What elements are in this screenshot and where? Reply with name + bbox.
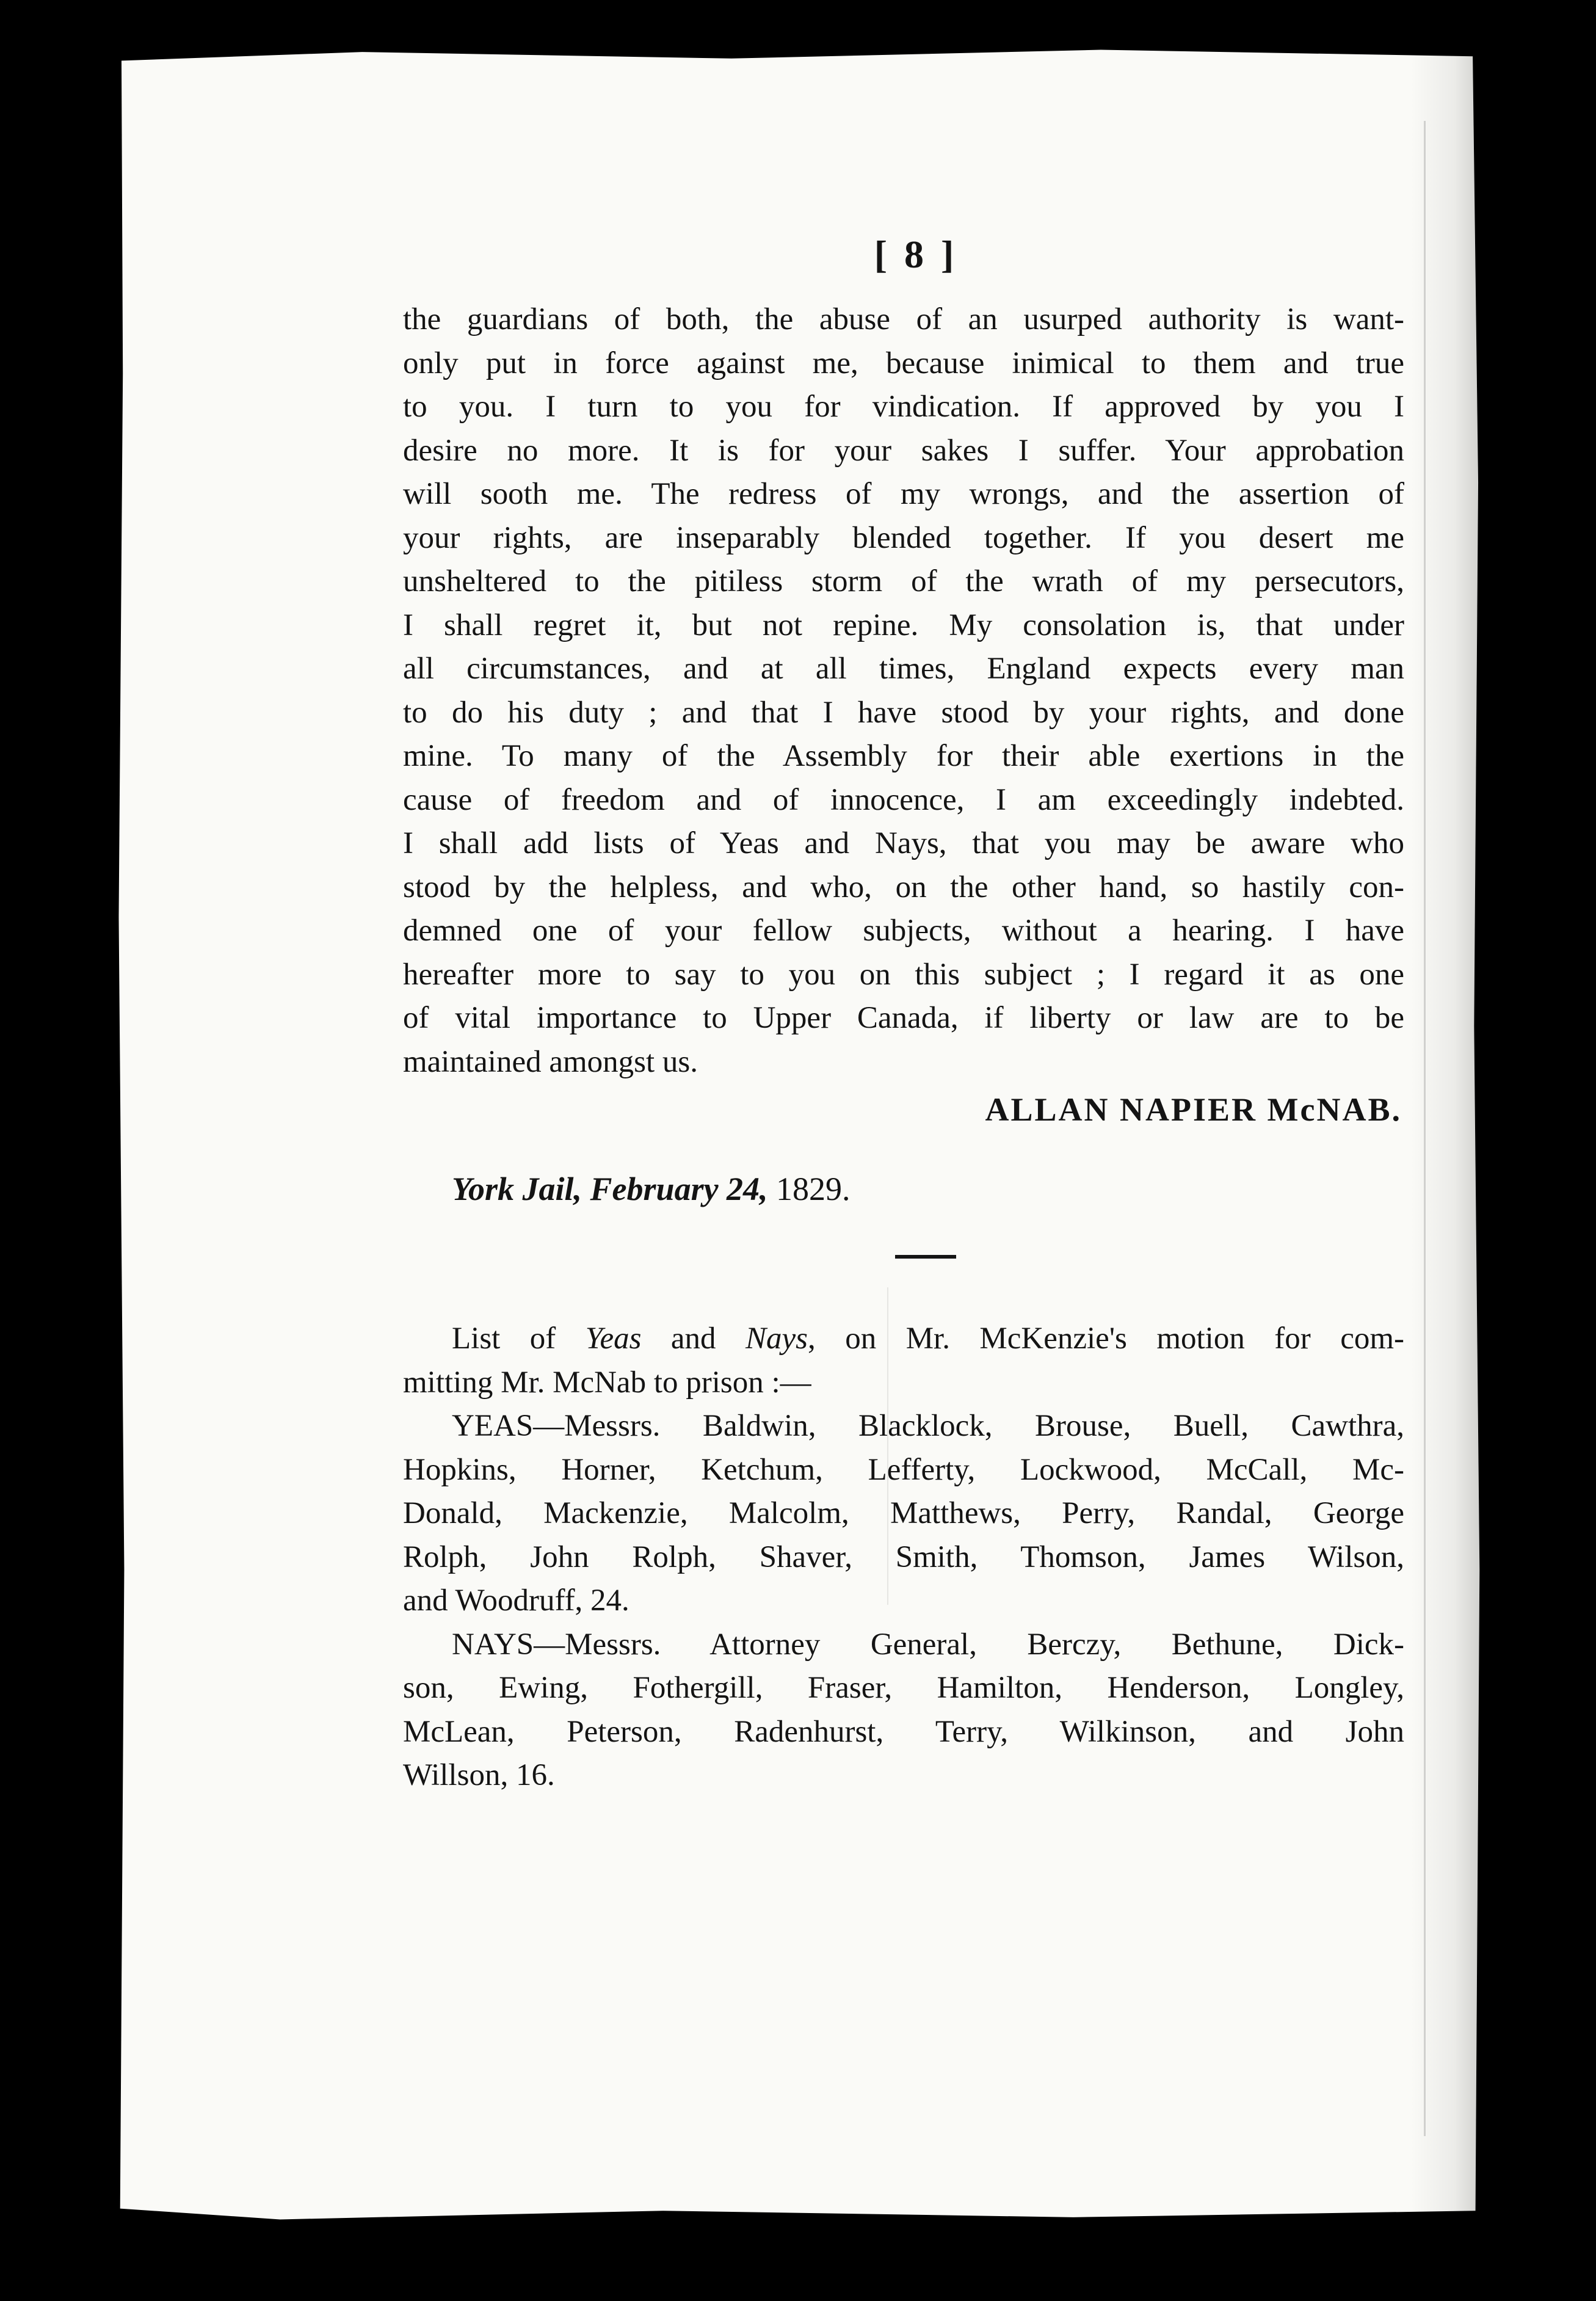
section-divider [895, 1255, 956, 1259]
list-line [403, 1667, 1404, 1710]
list-text: son, Ewing, Fothergill, Fraser, Hamilton, Henderson, Longley, [403, 1671, 1404, 1705]
body-line: I shall add lists of Yeas and Nays, that you may be aware who [403, 826, 1404, 860]
page-edge-shadow [1410, 48, 1484, 2222]
list-text: and Woodruff, 24. [403, 1583, 629, 1618]
body-line: to do his duty ; and that I have stood by your rights, and done [403, 695, 1404, 730]
body-line: unsheltered to the pitiless storm of the wrath of my persecutors, [403, 564, 1404, 598]
body-line: all circumstances, and at all times, England expects every man [403, 652, 1404, 686]
place: York Jail, [452, 1171, 582, 1207]
body-line: will sooth me. The redress of my wrongs, and the assertion of [403, 477, 1404, 511]
body-line: mine. To many of the Assembly for their able exertions in the [403, 739, 1404, 773]
list-text: and [641, 1321, 746, 1356]
list-line [403, 1492, 1404, 1536]
list-text: Willson, 16. [403, 1758, 555, 1792]
list-text: Rolph, John Rolph, Shaver, Smith, Thomson, James Wilson, [403, 1539, 1404, 1574]
list-text: YEAS—Messrs. Baldwin, Blacklock, Brouse, Buell, Cawthra, [452, 1409, 1404, 1443]
list-text: NAYS—Messrs. Attorney General, Berczy, Bethune, Dick- [452, 1627, 1404, 1662]
body-line: to you. I turn to you for vindication. If approved by you I [403, 390, 1404, 424]
body-line: only put in force against me, because inimical to them and true [403, 346, 1404, 380]
list-line [403, 1579, 1404, 1623]
body-line: of vital importance to Upper Canada, if liberty or law are to be [403, 1001, 1404, 1035]
list-line [403, 1449, 1404, 1492]
italic-term: Nays [745, 1321, 808, 1356]
month-day: February 24, [590, 1171, 768, 1207]
list-line [403, 1317, 1404, 1361]
list-text: , on Mr. McKenzie's motion for com- [808, 1321, 1405, 1356]
list-text: mitting Mr. McNab to prison :— [403, 1365, 811, 1400]
list-line [403, 1536, 1404, 1580]
page-edge-line [1424, 121, 1426, 2136]
italic-term: Yeas [585, 1321, 642, 1356]
body-line: I shall regret it, but not repine. My consolation is, that under [403, 608, 1404, 642]
body-line: hereafter more to say to you on this subject ; I regard it as one [403, 957, 1404, 992]
list-text: McLean, Peterson, Radenhurst, Terry, Wilkinson, and John [403, 1714, 1404, 1749]
list-text: List of [452, 1321, 586, 1356]
place-date [403, 1165, 1404, 1213]
body-paragraph [403, 298, 1404, 1084]
body-line: the guardians of both, the abuse of an usurped authority is want- [403, 302, 1404, 336]
body-line: desire no more. It is for your sakes I suffer. Your approbation [403, 433, 1404, 468]
body-line: cause of freedom and of innocence, I am exceedingly indebted. [403, 782, 1404, 817]
body-line: demned one of your fellow subjects, without a hearing. I have [403, 914, 1404, 948]
vote-list [403, 1317, 1404, 1798]
signature: ALLAN NAPIER McNAB. [985, 1091, 1402, 1128]
list-text: Hopkins, Horner, Ketchum, Lefferty, Lockwood, McCall, Mc- [403, 1452, 1404, 1487]
list-line [403, 1754, 1404, 1798]
list-text: Donald, Mackenzie, Malcolm, Matthews, Perry, Randal, George [403, 1496, 1404, 1530]
page-number: [ 8 ] [874, 233, 958, 276]
body-line: maintained amongst us. [403, 1044, 698, 1079]
body-line: your rights, are inseparably blended together. If you desert me [403, 520, 1404, 555]
list-line [403, 1623, 1404, 1667]
list-line [403, 1405, 1404, 1449]
body-line: stood by the helpless, and who, on the other hand, so hastily con- [403, 870, 1404, 904]
year: 1829. [776, 1171, 851, 1207]
text-block [403, 232, 1404, 1798]
list-line [403, 1361, 1404, 1405]
list-line [403, 1710, 1404, 1754]
